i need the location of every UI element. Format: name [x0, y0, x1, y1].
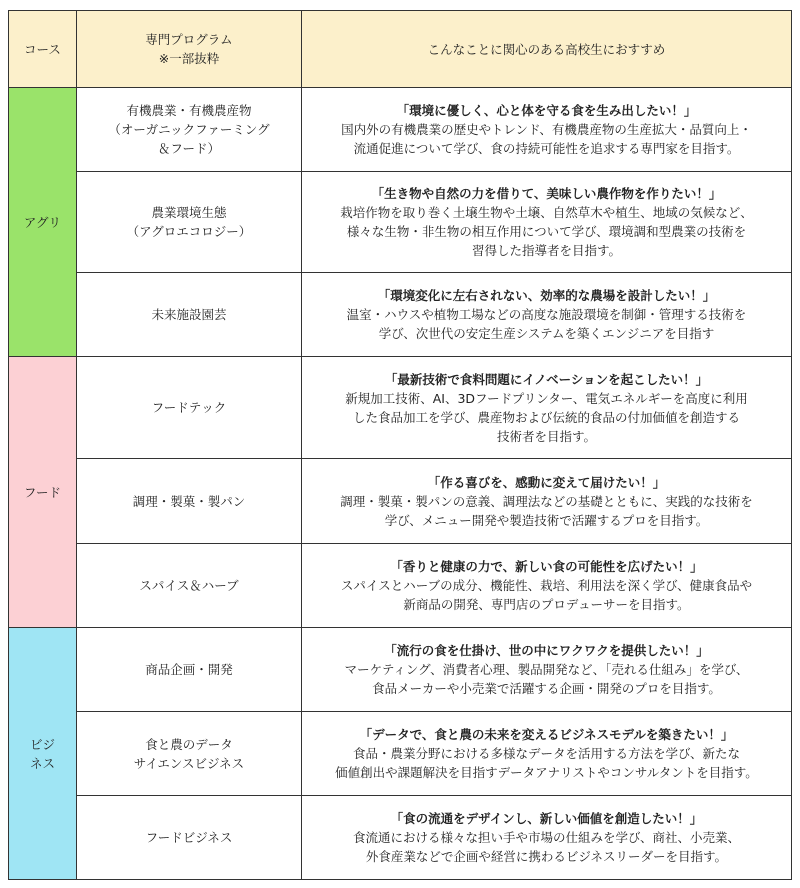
program-cell: 食と農のデータ サイエンスビジネス — [77, 712, 302, 796]
description: 温室・ハウスや植物工場などの高度な施設環境を制御・管理する技術を 学び、次世代の安定生産システムを築くエンジニアを目指す — [346, 307, 747, 341]
catchphrase: 「生き物や自然の力を借りて、美味しい農作物を作りたい！」 — [371, 186, 722, 201]
recommend-cell — [302, 88, 792, 172]
table-row — [9, 273, 792, 357]
description: 新規加工技術、AI、3Dフードプリンター、電気エネルギーを高度に利用 した食品加工を学び、農産物および伝統的食品の付加価値を創造する 技術者を目指す。 — [345, 390, 748, 444]
recommend-cell — [302, 273, 792, 357]
catchphrase: 「データで、食と農の未来を変えるビジネスモデルを築きたい！」 — [359, 727, 734, 742]
catchphrase: 「香りと健康の力で、新しい食の可能性を広げたい！」 — [390, 559, 703, 574]
description: 食流通における様々な担い手や市場の仕組みを学び、商社、小売業、 外食産業などで企画や経営に携わるビジネスリーダーを目指す。 — [352, 830, 740, 864]
catchphrase: 「環境に優しく、心と体を守る食を生み出したい！」 — [396, 103, 697, 118]
description: 食品・農業分野における多様なデータを活用する方法を学び、新たな 価値創出や課題解決を目指すデータアナリストやコンサルタントを目指す。 — [335, 746, 758, 780]
table-row — [9, 628, 792, 712]
header-row — [9, 11, 792, 88]
recommend-cell — [302, 172, 792, 273]
program-cell: フードテック — [77, 357, 302, 459]
catchphrase: 「最新技術で食料問題にイノベーションを起こしたい！」 — [384, 371, 709, 387]
table-row — [9, 88, 792, 172]
program-cell: フードビジネス — [77, 796, 302, 880]
program-cell: 有機農業・有機農産物 （オーガニックファーミング ＆フード） — [77, 88, 302, 172]
course-cell-agri: アグリ — [9, 88, 77, 357]
catchphrase: 「作る喜びを、感動に変えて届けたい！」 — [427, 474, 666, 490]
recommend-cell — [302, 544, 792, 628]
recommend-cell — [302, 357, 792, 459]
recommend-cell — [302, 459, 792, 544]
program-cell: 調理・製菓・製パン — [77, 459, 302, 544]
table-row — [9, 172, 792, 273]
table-row — [9, 544, 792, 628]
program-table — [8, 10, 792, 880]
table-row — [9, 459, 792, 544]
table-row — [9, 712, 792, 796]
course-cell-food: フード — [9, 357, 77, 628]
header-recommend: こんなことに関心のある高校生におすすめ — [302, 11, 792, 88]
recommend-cell — [302, 628, 792, 712]
description: マーケティング、消費者心理、製品開発など、「売れる仕組み」を学び、 食品メーカーや小売業で活躍する企画・開発のプロを目指す。 — [344, 662, 749, 696]
description: 調理・製菓・製パンの意義、調理法などの基礎とともに、実践的な技術を 学び、メニュー開発や製造技術で活躍するプロを目指す。 — [340, 493, 753, 528]
header-course: コース — [9, 11, 77, 88]
recommend-cell — [302, 796, 792, 880]
table-row — [9, 796, 792, 880]
catchphrase: 「流行の食を仕掛け、世の中にワクワクを提供したい！」 — [384, 643, 709, 658]
description: 国内外の有機農業の歴史やトレンド、有機農産物の生産拡大・品質向上・ 流通促進について学び、食の持続可能性を追求する専門家を目指す。 — [341, 122, 752, 156]
table-row — [9, 357, 792, 459]
program-cell: 農業環境生態 （アグロエコロジー） — [77, 172, 302, 273]
program-cell: 未来施設園芸 — [77, 273, 302, 357]
description: スパイスとハーブの成分、機能性、栽培、利用法を深く学び、健康食品や 新商品の開発、専門店のプロデューサーを目指す。 — [340, 578, 753, 612]
catchphrase: 「環境変化に左右されない、効率的な農場を設計したい！」 — [377, 288, 716, 303]
catchphrase: 「食の流通をデザインし、新しい価値を創造したい！」 — [390, 811, 703, 826]
recommend-cell — [302, 712, 792, 796]
program-cell: スパイス＆ハーブ — [77, 544, 302, 628]
header-program: 専門プログラム ※一部抜粋 — [77, 11, 302, 88]
description: 栽培作物を取り巻く土壌生物や土壌、自然草木や植生、地域の気候など、 様々な生物・非生物の相互作用について学び、環境調和型農業の技術を 習得した指導者を目指す。 — [340, 205, 753, 258]
program-cell: 商品企画・開発 — [77, 628, 302, 712]
course-cell-business: ビジ ネス — [9, 628, 77, 880]
